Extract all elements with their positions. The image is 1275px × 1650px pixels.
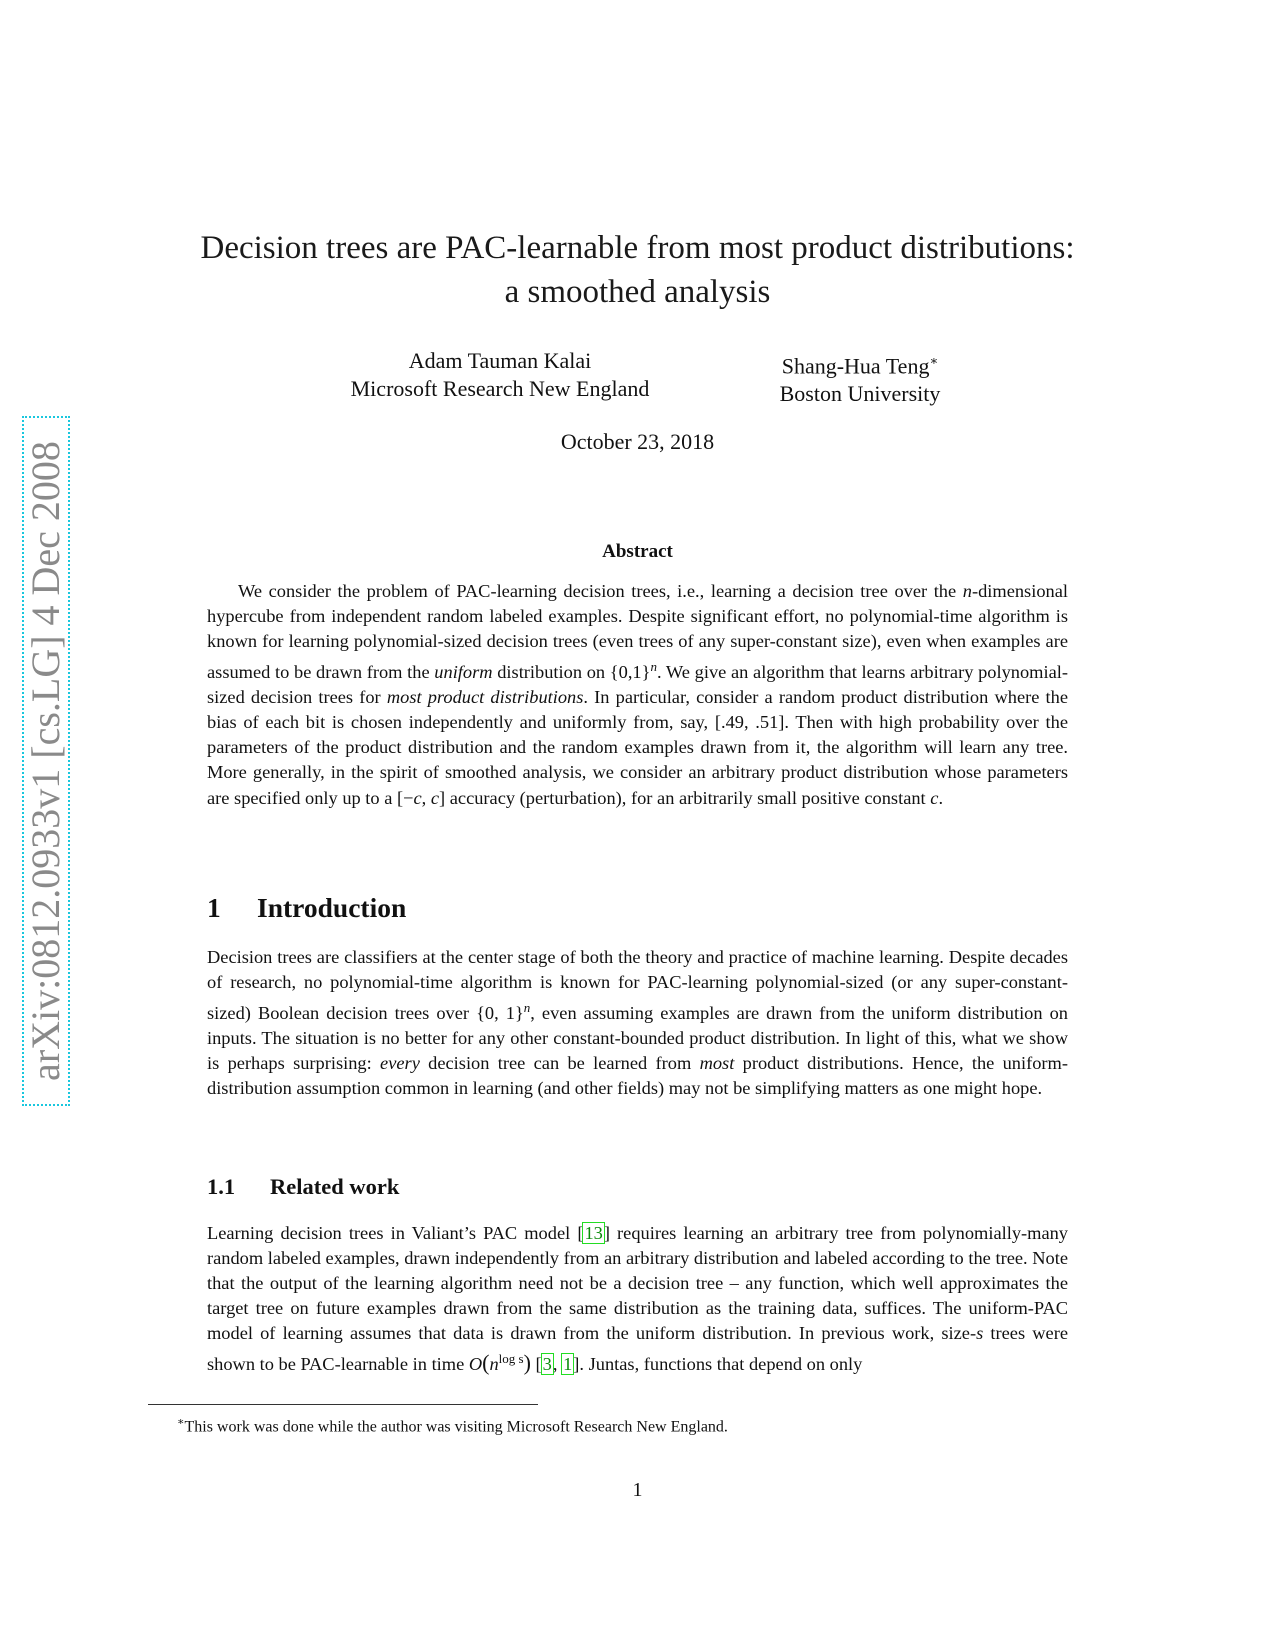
related-work-body	[207, 1221, 1068, 1377]
body-text: , even assuming examples are drawn from the uniform distribution on inputs. The situation is no better for any other constant-bounded product distribution. In light of this, what we show is perhaps surprising:	[207, 1003, 1069, 1074]
author-affiliation: Boston University	[779, 381, 941, 407]
math-var: s	[976, 1323, 984, 1344]
footnote-text: This work was done while the author was visiting Microsoft Research New England.	[184, 1418, 728, 1436]
citation-link[interactable]: 13	[584, 1223, 603, 1243]
arxiv-stamp[interactable]	[22, 416, 70, 1106]
math-superscript: n	[650, 659, 657, 675]
subsection-heading-related-work	[207, 1173, 399, 1201]
math-var: c	[413, 787, 422, 808]
section-number: 1	[207, 892, 221, 923]
author-block-2	[745, 347, 975, 408]
emphasis: most	[699, 1053, 735, 1074]
abstract-text: ] accuracy (perturbation), for an arbitrarily small positive constant	[439, 787, 931, 808]
abstract-body	[207, 579, 1068, 811]
citation-separator: ,	[552, 1354, 563, 1375]
body-text	[531, 1354, 536, 1374]
footnote-rule	[148, 1404, 538, 1405]
body-text: product distributions. Hence, the uniform-distribution assumption common in learning (and other fields) may not be simplifying matters as one might hope.	[207, 1053, 1068, 1099]
math-var: n	[962, 581, 972, 601]
emphasis: most product distributions	[386, 687, 584, 708]
abstract-text: . We give an algorithm that learns arbitrary polynomial-sized decision trees for	[207, 662, 1068, 708]
body-text: decision tree can be learned from	[419, 1053, 700, 1074]
abstract-text: . In particular, consider a random product distribution where the bias of each bit is chosen independently and uniformly from, say, [.49, .51]. Then with high probability over the parameters of the product distribution and the random examples drawn from it, the algorithm will learn any tree. More generally, in the spirit of smoothed analysis, we consider an arbitrary product distribution whose parameters are specified only up to a [−	[207, 687, 1069, 808]
title-line-2: a smoothed analysis	[504, 274, 771, 310]
author-block-1	[300, 347, 700, 403]
body-paragraph: Learning decision trees in Valiant’s PAC model [13] requires learning an arbitrary tree from polynomially-many random labeled examples, drawn independently from an arbitrary distribution and labeled according to the tree. Note that the output of the learning algorithm need not be a decision tree – any function, which well approximates the target tree on future examples drawn from the same distribution as the training data, suffices. The uniform-PAC model of learning assumes that data is drawn from the uniform distribution. In previous work, size-s trees were shown to be PAC-learnable in time $O(n^{log s})$ [3, 1]. Juntas, functions that depend on only	[207, 1223, 1069, 1376]
abstract-paragraph	[207, 579, 1068, 811]
footnote-mark: ∗	[177, 1416, 185, 1428]
author-name	[745, 347, 975, 380]
author-name-text: Shang-Hua Teng	[781, 353, 930, 379]
emphasis: every	[380, 1053, 420, 1074]
section-heading-introduction	[207, 892, 406, 924]
author-affiliation: Microsoft Research New England	[350, 376, 650, 401]
math-superscript: log s	[498, 1351, 524, 1367]
body-text: Learning decision trees in Valiant’s PAC model	[207, 1223, 578, 1243]
author-name: Adam Tauman Kalai	[408, 348, 592, 373]
math-var: n	[489, 1354, 499, 1375]
emphasis: uniform	[434, 662, 493, 683]
abstract-text: ,	[421, 787, 431, 808]
paper-date: October 23, 2018	[560, 429, 715, 454]
body-paragraph	[207, 945, 1068, 1101]
citation-link[interactable]: 3	[542, 1354, 552, 1375]
footnote	[177, 1412, 728, 1437]
abstract-text: .	[938, 787, 944, 808]
abstract-text: distribution on {0,1}	[492, 662, 651, 683]
body-text: requires learning an arbitrary tree from polynomially-many random labeled examples, drawn independently from an arbitrary distribution and labeled according to the tree. Note that the output of the learning algorithm need not be a decision tree – any function, which well approximates the target tree on future examples drawn from the same distribution as the training data, suffices. The uniform-PAC model of learning assumes that data is drawn from the uniform distribution. In previous work, size-	[207, 1223, 1069, 1344]
body-text: Decision trees are classifiers at the center stage of both the theory and practice of machine learning. Despite decades of research, no polynomial-time algorithm is known for PAC-learning polynomial-sized (or any super-constant-sized) Boolean decision trees over {0, 1}	[207, 947, 1068, 1024]
math-superscript: n	[523, 1000, 531, 1016]
paper-title	[120, 226, 1155, 314]
abstract-text: -dimensional hypercube from independent random labeled examples. Despite significant effort, no polynomial-time algorithm is known for learning polynomial-sized decision trees (even trees of any super-constant size), even when examples are assumed to be drawn from the	[207, 581, 1068, 683]
arxiv-stamp-text: arXiv:0812.0933v1 [cs.LG] 4 Dec 2008	[23, 441, 68, 1081]
body-text: . Juntas, functions that depend on only	[579, 1354, 863, 1375]
section-title: Introduction	[257, 892, 407, 923]
subsection-number: 1.1	[207, 1174, 236, 1199]
math-var: c	[430, 787, 440, 808]
footnote-mark[interactable]: ∗	[929, 353, 939, 368]
citation-link[interactable]: 1	[563, 1354, 573, 1375]
subsection-title: Related work	[270, 1174, 400, 1199]
math-var: O	[468, 1354, 483, 1375]
math-var: c	[930, 787, 939, 808]
title-line-1: Decision trees are PAC-learnable from most product distributions:	[200, 230, 1075, 266]
abstract-heading: Abstract	[602, 541, 673, 562]
abstract-text: We consider the problem of PAC-learning decision trees, i.e., learning a decision tree over the	[238, 581, 963, 601]
introduction-body	[207, 945, 1068, 1101]
page-number: 1	[632, 1479, 643, 1501]
body-text: trees were shown to be PAC-learnable in time	[207, 1323, 1068, 1375]
